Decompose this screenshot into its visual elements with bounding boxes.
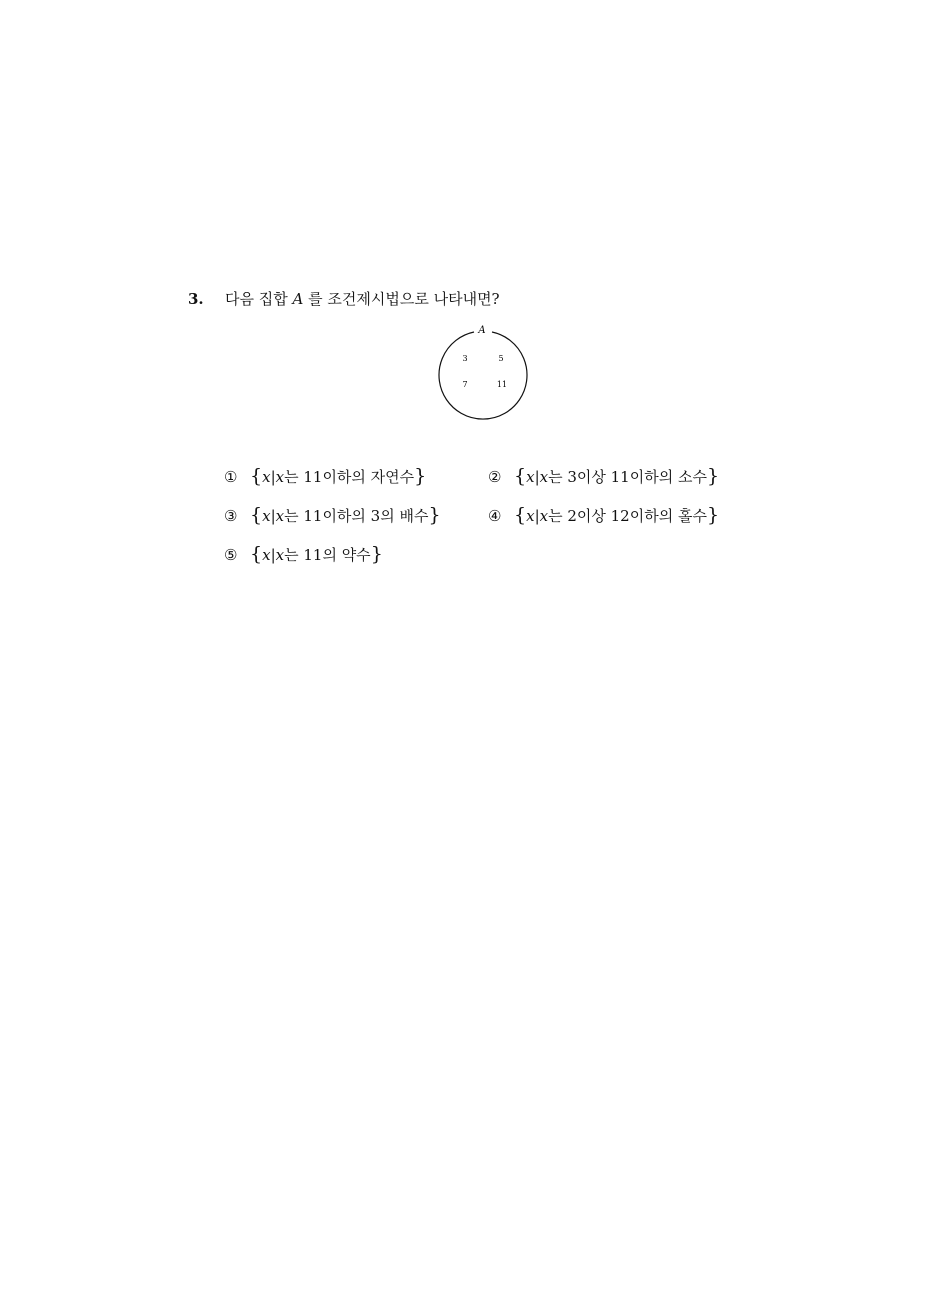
set-label: A <box>478 325 486 336</box>
bar: | <box>270 506 276 525</box>
option-var: x <box>275 506 285 525</box>
option-var: x <box>275 467 285 486</box>
option-var: x <box>262 467 271 486</box>
close-brace: } <box>706 465 720 487</box>
option-marker: ④ <box>488 506 502 525</box>
option-condition: 는 11이하의 3의 배수 <box>284 507 429 525</box>
option-var: x <box>526 506 535 525</box>
option-var: x <box>262 506 271 525</box>
bar: | <box>534 506 540 525</box>
option-condition: 는 3이상 11이하의 소수 <box>548 468 707 486</box>
question-text <box>225 288 500 310</box>
open-brace: { <box>250 465 263 487</box>
option-5[interactable] <box>224 544 383 565</box>
close-brace: } <box>428 504 441 526</box>
question-text-after: 를 조건제시법으로 나타내면? <box>308 290 500 308</box>
close-brace: } <box>370 543 383 565</box>
question-set-name: A <box>292 290 304 308</box>
option-4[interactable] <box>488 505 719 526</box>
venn-svg <box>436 322 532 422</box>
option-1[interactable] <box>224 466 426 487</box>
open-brace: { <box>250 543 263 565</box>
open-brace: { <box>514 504 527 526</box>
question-number: 3. <box>188 290 204 308</box>
open-brace: { <box>250 504 263 526</box>
option-var: x <box>526 467 535 486</box>
option-condition: 는 11의 약수 <box>284 546 371 564</box>
element-11: 11 <box>496 380 508 389</box>
option-2[interactable] <box>488 466 719 487</box>
bar: | <box>270 545 276 564</box>
option-marker: ③ <box>224 506 238 525</box>
question-text-before: 다음 집합 <box>225 290 288 308</box>
option-var: x <box>275 545 285 564</box>
option-var: x <box>262 545 271 564</box>
option-marker: ② <box>488 467 502 486</box>
element-7: 7 <box>462 380 468 389</box>
close-brace: } <box>414 465 427 487</box>
venn-diagram <box>436 322 532 426</box>
element-5: 5 <box>498 354 504 363</box>
option-marker: ① <box>224 467 238 486</box>
option-var: x <box>539 506 549 525</box>
option-3[interactable] <box>224 505 441 526</box>
option-marker: ⑤ <box>224 545 238 564</box>
bar: | <box>534 467 540 486</box>
option-var: x <box>539 467 549 486</box>
option-condition: 는 2이상 12이하의 홀수 <box>548 507 707 525</box>
open-brace: { <box>514 465 527 487</box>
bar: | <box>270 467 276 486</box>
close-brace: } <box>706 504 720 526</box>
element-3: 3 <box>462 354 468 363</box>
set-circle <box>439 332 527 419</box>
option-condition: 는 11이하의 자연수 <box>284 468 415 486</box>
